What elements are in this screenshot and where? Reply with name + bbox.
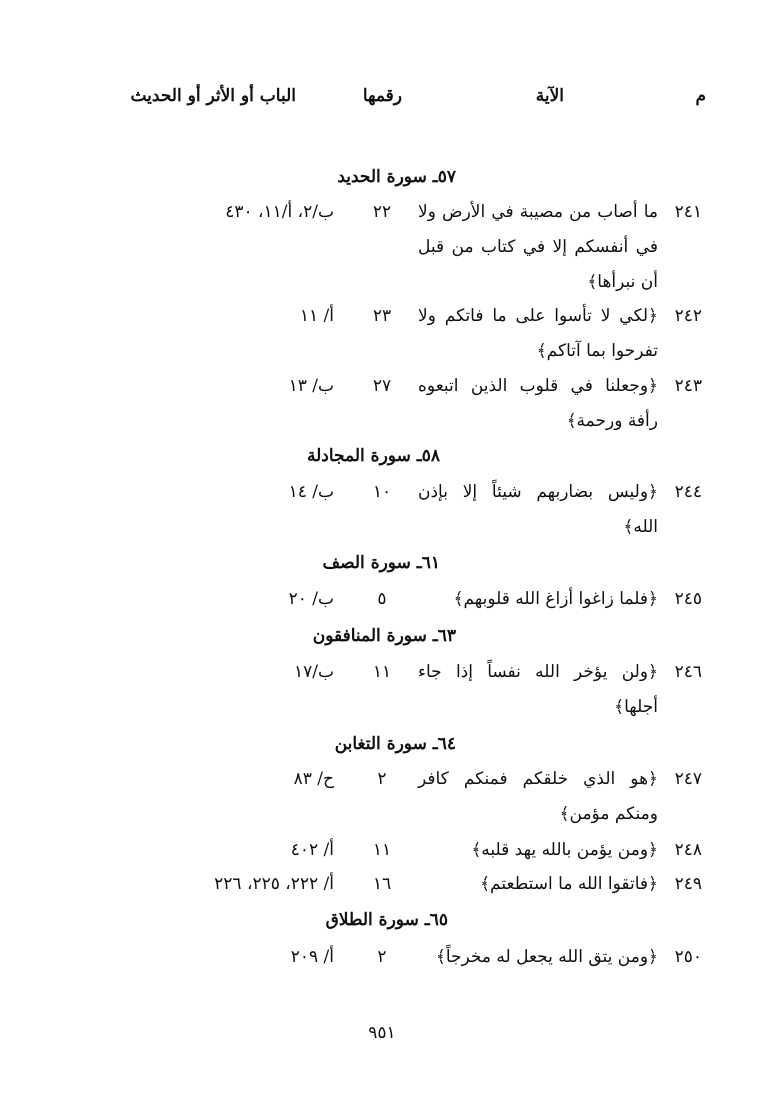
verse-text: ﴿لكي لا تأسوا على ما فاتكم ولا تفرحوا بما آتاكم﴾ [418,306,658,361]
header-location: الباب أو الأثر أو الحديث [130,86,296,106]
verse-text: ﴿وجعلنا في قلوب الذين اتبعوه رأفة ورحمة﴾ [418,376,658,431]
verse-number: ١١ [372,662,392,682]
verse-text: ﴿فاتقوا الله ما استطعتم﴾ [480,874,658,894]
entry-number: ٢٤٤ [674,482,702,502]
verse-text: ﴿وليس بضاربهم شيئاً إلا بإذن الله﴾ [418,482,658,537]
entry-number: ٢٤٨ [674,840,702,860]
entry-number: ٢٤٩ [674,874,702,894]
verse-number: ١٦ [372,874,392,894]
verse-text: ﴿هو الذي خلقكم فمنكم كافر ومنكم مؤمن﴾ [418,769,658,824]
location-ref: ب/ ١٣ [288,376,334,396]
header-number: رقمها [362,86,402,106]
verse-number: ٢٣ [372,306,392,326]
entry-number: ٢٤١ [674,202,702,222]
surah-heading: ٦٤ـ سورة التغابن [334,734,456,754]
entry-number: ٢٤٧ [674,769,702,789]
location-ref: ب/٢، أ/١١، ٤٣٠ [225,202,334,222]
entry-number: ٢٥٠ [674,947,702,967]
entry-number: ٢٤٣ [674,376,702,396]
verse-number: ٢ [377,947,387,967]
location-ref: ح/ ٨٣ [293,769,334,789]
entry-number: ٢٤٦ [674,662,702,682]
location-ref: أ/ ٢٢٢، ٢٢٥، ٢٢٦ [214,874,334,894]
header-index: م [695,86,706,106]
entry-number: ٢٤٢ [674,306,702,326]
verse-number: ١١ [372,840,392,860]
surah-heading: ٦١ـ سورة الصف [322,553,440,573]
verse-number: ١٠ [372,482,392,502]
page-number: ٩٥١ [368,1023,396,1043]
verse-text: ﴿ومن يتق الله يجعل له مخرجاً﴾ [435,947,658,967]
header-verse: الآية [535,86,564,106]
verse-number: ٢٢ [372,202,392,222]
surah-heading: ٦٥ـ سورة الطلاق [325,910,448,930]
location-ref: أ/ ٤٠٢ [290,840,334,860]
verse-number: ٢٧ [372,376,392,396]
verse-number: ٢ [377,769,387,789]
surah-heading: ٦٣ـ سورة المنافقون [312,626,456,646]
verse-number: ٥ [377,589,387,609]
location-ref: ب/١٧ [294,662,334,682]
location-ref: أ/ ١١ [299,306,334,326]
location-ref: ب/ ١٤ [288,482,334,502]
surah-heading: ٥٧ـ سورة الحديد [337,167,456,187]
verse-text: ﴿ومن يؤمن بالله يهد قلبه﴾ [471,840,658,860]
verse-text: ﴿فلما زاغوا أزاغ الله قلوبهم﴾ [453,589,658,609]
verse-text: ﴿ولن يؤخر الله نفساً إذا جاء أجلها﴾ [418,662,658,717]
entry-number: ٢٤٥ [674,589,702,609]
location-ref: أ/ ٢٠٩ [290,947,334,967]
verse-text: ما أصاب من مصيبة في الأرض ولا في أنفسكم إلا في كتاب من قبل أن نبرأها﴾ [418,202,658,292]
location-ref: ب/ ٢٠ [288,589,334,609]
surah-heading: ٥٨ـ سورة المجادلة [307,446,440,466]
